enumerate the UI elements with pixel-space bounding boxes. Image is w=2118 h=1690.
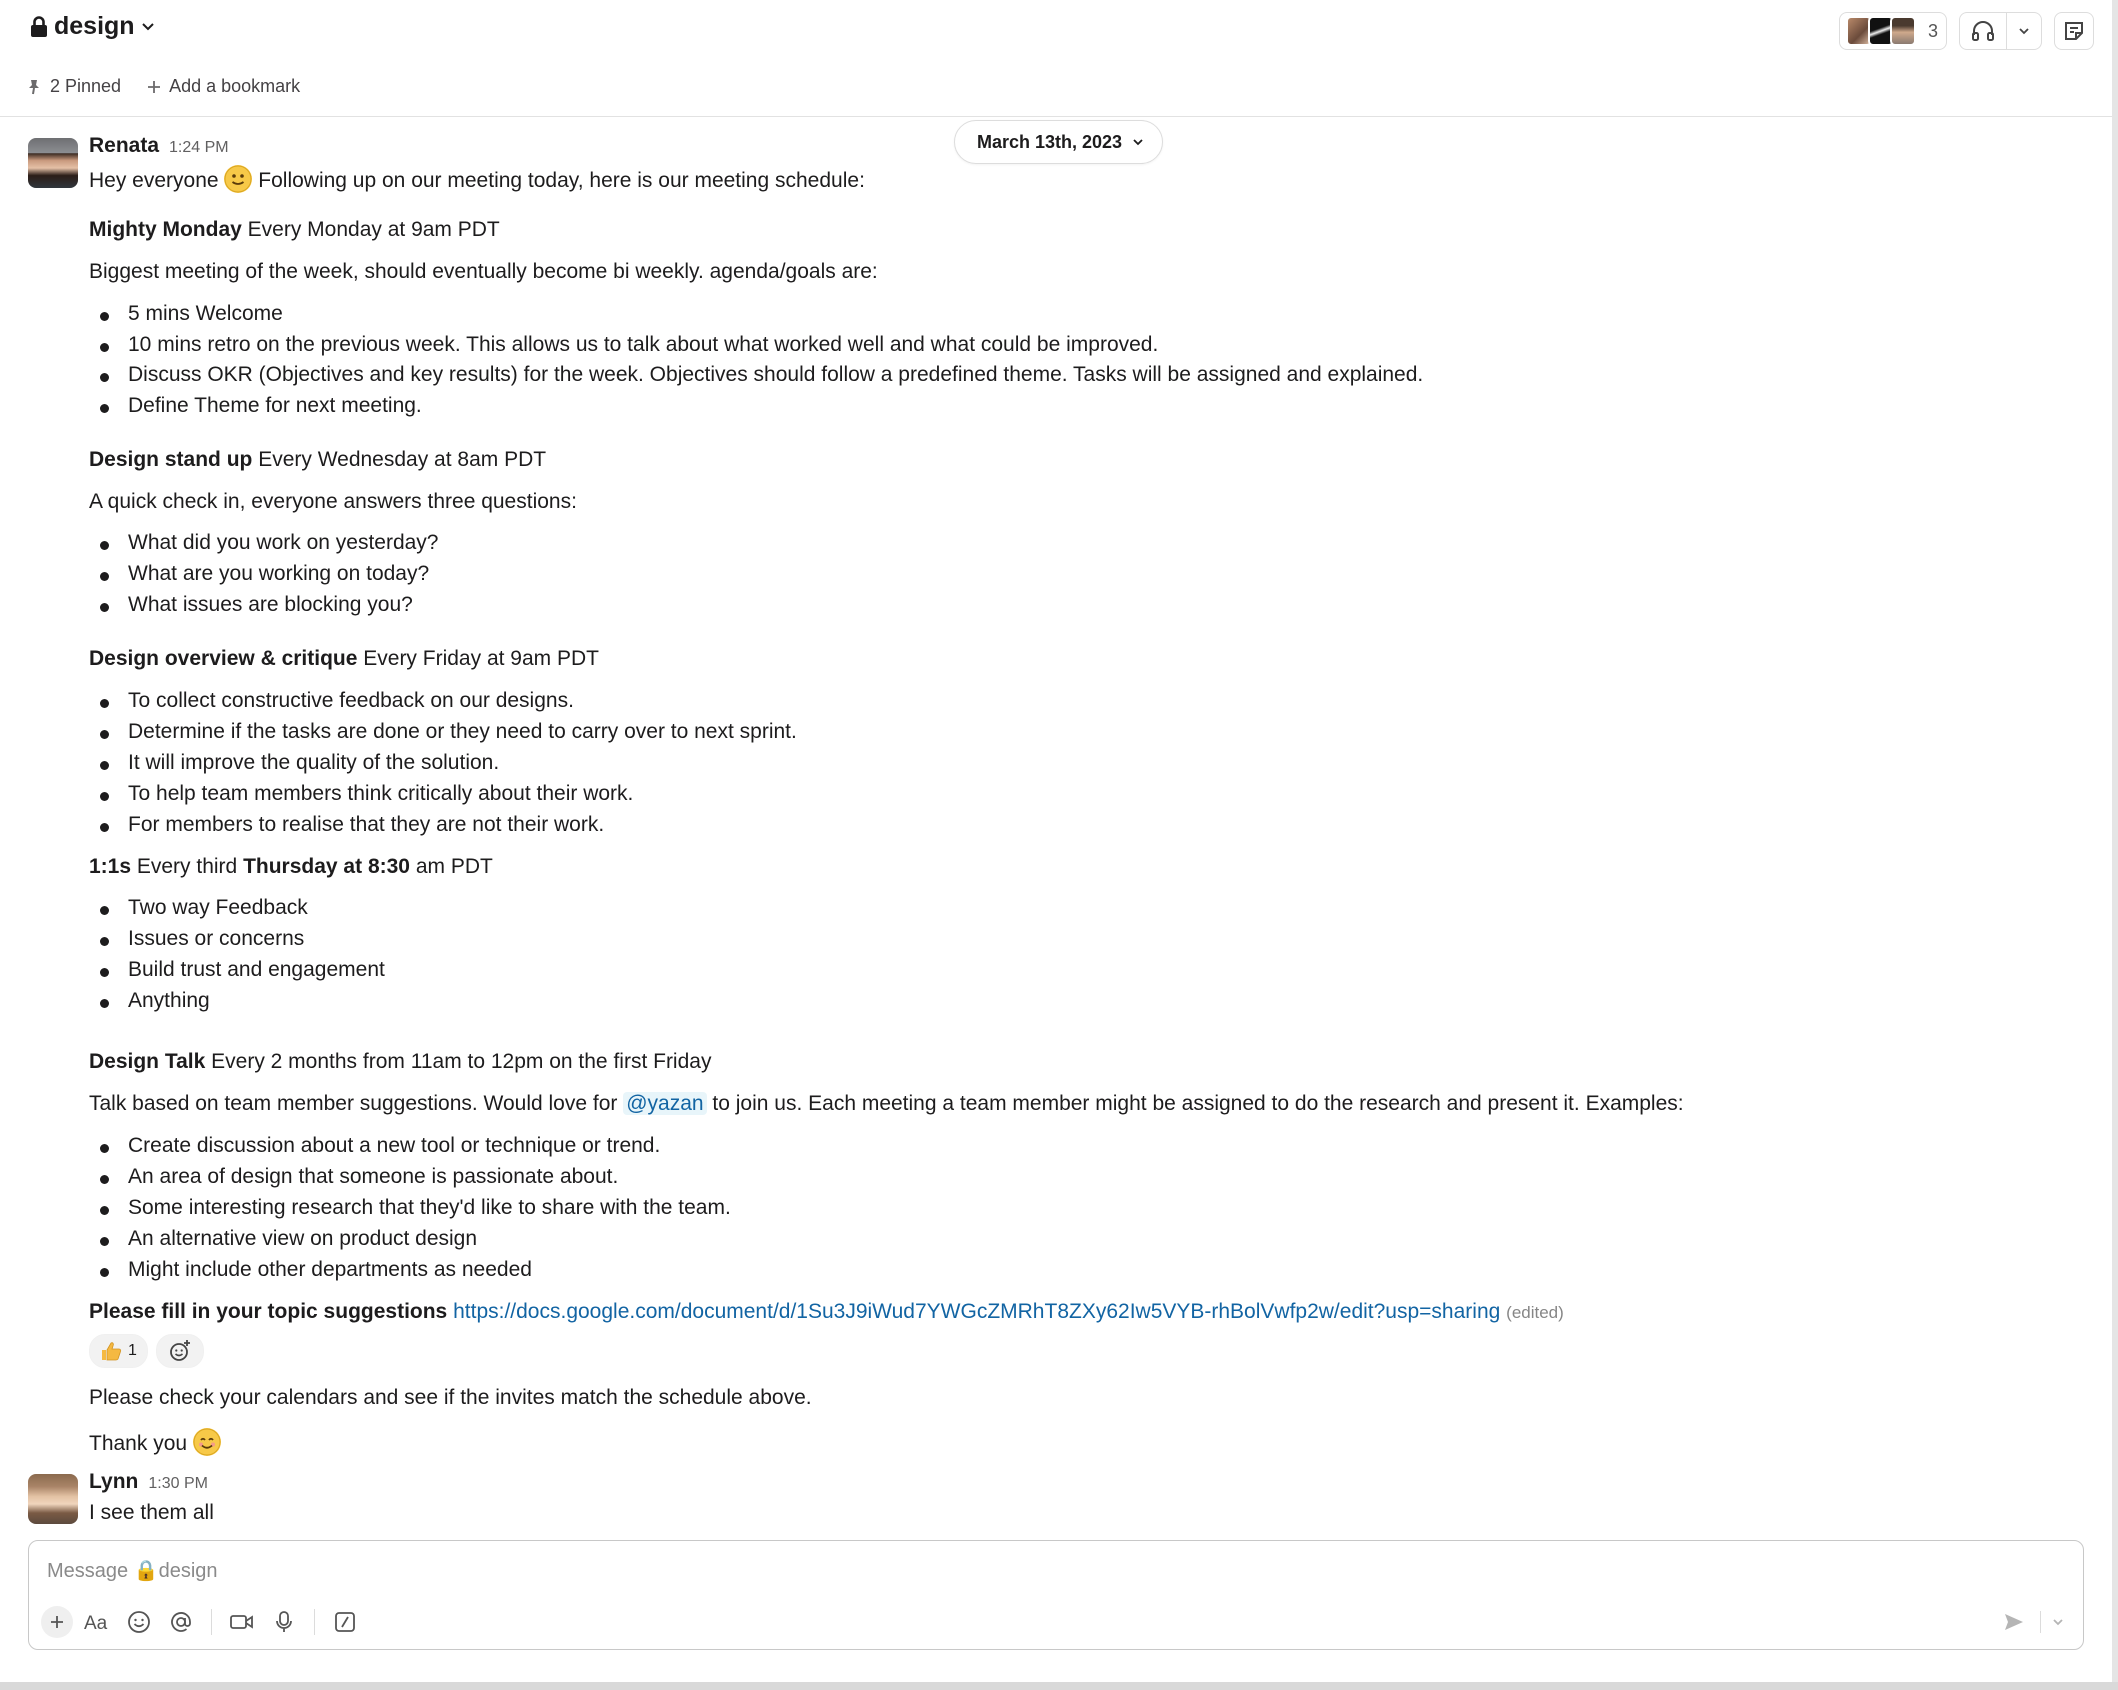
members-button[interactable]	[1839, 12, 1947, 50]
mention-button[interactable]	[163, 1604, 199, 1640]
add-emoji-icon	[168, 1339, 192, 1363]
section-heading: 1:1s Every third Thursday at 8:30 am PDT	[89, 855, 493, 878]
thanks-text: Thank you	[89, 1432, 188, 1455]
composer-toolbar	[41, 1604, 363, 1640]
list-item: What are you working on today?	[128, 562, 430, 585]
slightly-smiling-face-emoji	[224, 165, 252, 193]
slash-command-icon	[334, 1611, 356, 1633]
message-text	[89, 165, 865, 193]
avatar[interactable]	[28, 138, 78, 188]
header-divider	[0, 116, 2112, 117]
list-item: Discuss OKR (Objectives and key results) for the week. Objectives should follow a predefined theme. Tasks will be assigned and explained.	[128, 363, 1424, 386]
send-button[interactable]	[1997, 1605, 2031, 1639]
bullet	[100, 1268, 109, 1277]
bullet	[100, 541, 109, 550]
video-camera-icon	[229, 1612, 255, 1632]
message-input[interactable]	[45, 1553, 1949, 1589]
section-heading: Design stand up Every Wednesday at 8am PDT	[89, 448, 547, 471]
send-options-button[interactable]	[2043, 1605, 2073, 1639]
bullet	[100, 1175, 109, 1184]
suggestions-label: Please fill in your topic suggestions	[89, 1300, 448, 1323]
lock-icon	[30, 16, 48, 38]
bullet	[100, 999, 109, 1008]
section-description: Talk based on team member suggestions. Would love for @yazan to join us. Each meeting a team member might be assigned to do the research and present it. Examples:	[89, 1092, 1684, 1115]
avatar[interactable]	[28, 1474, 78, 1524]
bullet	[100, 968, 109, 977]
channel-name: design	[54, 12, 135, 40]
bullet	[100, 937, 109, 946]
bullet	[100, 373, 109, 382]
video-clip-button[interactable]	[224, 1604, 260, 1640]
bullet	[100, 730, 109, 739]
plus-icon	[49, 1614, 65, 1630]
window-bottom-edge	[0, 1682, 2118, 1690]
list-item: Create discussion about a new tool or technique or trend.	[128, 1134, 661, 1157]
text-format-icon	[83, 1612, 111, 1632]
message-text: I see them all	[89, 1501, 214, 1524]
canvas-button[interactable]	[2054, 12, 2094, 50]
smiling-face-emoji	[193, 1428, 221, 1456]
date-divider-button[interactable]	[954, 120, 1163, 164]
channel-header	[0, 0, 2112, 60]
list-item: Might include other departments as needed	[128, 1258, 532, 1281]
bullet	[100, 1206, 109, 1215]
author-name[interactable]: Renata	[89, 134, 160, 157]
pinned-button[interactable]	[26, 76, 121, 97]
toolbar-divider	[211, 1609, 212, 1635]
member-avatar	[1890, 16, 1916, 46]
bullet	[100, 312, 109, 321]
list-item: It will improve the quality of the solution.	[128, 751, 500, 774]
bullet	[100, 404, 109, 413]
list-item: Some interesting research that they'd like to share with the team.	[128, 1196, 731, 1219]
bullet	[100, 1144, 109, 1153]
emoji-button[interactable]	[121, 1604, 157, 1640]
message-composer	[28, 1540, 2084, 1650]
bullet	[100, 343, 109, 352]
window-edge	[2112, 0, 2118, 1690]
toolbar-divider	[314, 1609, 315, 1635]
bullet	[100, 761, 109, 770]
author-name[interactable]: Lynn	[89, 1470, 139, 1493]
bullet	[100, 906, 109, 915]
bullet	[100, 699, 109, 708]
chevron-down-icon	[141, 22, 155, 32]
attach-button[interactable]	[41, 1606, 73, 1638]
list-item: For members to realise that they are not their work.	[128, 813, 605, 836]
list-item: 10 mins retro on the previous week. This allows us to talk about what worked well and what could be improved.	[128, 333, 1159, 356]
document-link[interactable]: https://docs.google.com/document/d/1Su3J9iWud7YWGcZMRhT8ZXy62Iw5VYB-rhBolVwfp2w/edit?usp=sharing	[453, 1300, 1501, 1323]
list-item: To help team members think critically about their work.	[128, 782, 634, 805]
list-item: What issues are blocking you?	[128, 593, 413, 616]
section-heading: Mighty Monday Every Monday at 9am PDT	[89, 218, 500, 241]
intro-text: Hey everyone	[89, 169, 219, 192]
huddle-button[interactable]	[1960, 13, 2006, 49]
pin-icon	[26, 78, 42, 96]
section-description: A quick check in, everyone answers three questions:	[89, 490, 577, 513]
list-item: What did you work on yesterday?	[128, 531, 439, 554]
huddle-controls	[1959, 12, 2042, 50]
member-avatars	[1846, 16, 1916, 46]
plus-icon	[147, 80, 161, 94]
add-bookmark-label: Add a bookmark	[169, 76, 301, 96]
list-item: An alternative view on product design	[128, 1227, 478, 1250]
member-count: 3	[1927, 20, 1938, 41]
bullet	[100, 1237, 109, 1246]
thumbs-up-icon	[100, 1341, 122, 1361]
chevron-down-icon	[2018, 27, 2030, 35]
audio-clip-button[interactable]	[266, 1604, 302, 1640]
list-item: An area of design that someone is passionate about.	[128, 1165, 619, 1188]
timestamp[interactable]: 1:24 PM	[169, 139, 229, 156]
add-reaction-button[interactable]	[156, 1334, 204, 1368]
message-text	[89, 1428, 221, 1456]
shortcuts-button[interactable]	[327, 1604, 363, 1640]
message-header	[89, 134, 229, 158]
date-label: March 13th, 2023	[977, 131, 1123, 152]
huddle-options-button[interactable]	[2006, 13, 2041, 49]
list-item: Determine if the tasks are done or they need to carry over to next sprint.	[128, 720, 797, 743]
canvas-icon	[2063, 20, 2085, 42]
edited-label: (edited)	[1506, 1303, 1564, 1322]
send-icon	[2003, 1612, 2025, 1632]
add-bookmark-button[interactable]	[147, 76, 300, 97]
send-divider	[2040, 1611, 2041, 1633]
chevron-down-icon	[2052, 1618, 2064, 1626]
at-sign-icon	[169, 1610, 193, 1634]
emoji-icon	[127, 1610, 151, 1634]
microphone-icon	[274, 1610, 294, 1634]
message-text: Please check your calendars and see if the invites match the schedule above.	[89, 1386, 812, 1409]
formatting-button[interactable]	[79, 1604, 115, 1640]
bookmarks-bar	[26, 76, 300, 97]
section-heading: Design overview & critique Every Friday at 9am PDT	[89, 647, 599, 670]
bullet	[100, 572, 109, 581]
list-item: Two way Feedback	[128, 896, 308, 919]
list-item: Issues or concerns	[128, 927, 305, 950]
intro-text-continued: Following up on our meeting today, here is our meeting schedule:	[258, 169, 865, 192]
user-mention[interactable]: @yazan	[623, 1092, 706, 1115]
suggestions-line	[89, 1300, 1564, 1324]
list-item: Anything	[128, 989, 210, 1012]
section-heading: Design Talk Every 2 months from 11am to 12pm on the first Friday	[89, 1050, 712, 1073]
thumbs-up-reaction[interactable]	[89, 1334, 148, 1368]
reaction-count: 1	[128, 1342, 137, 1359]
list-item: To collect constructive feedback on our designs.	[128, 689, 574, 712]
section-description: Biggest meeting of the week, should eventually become bi weekly. agenda/goals are:	[89, 260, 878, 283]
bullet	[100, 792, 109, 801]
message-header	[89, 1470, 208, 1494]
headphones-icon	[1971, 20, 1995, 42]
list-item: Define Theme for next meeting.	[128, 394, 422, 417]
bullet	[100, 603, 109, 612]
channel-title-button[interactable]	[30, 12, 155, 41]
list-item: Build trust and engagement	[128, 958, 385, 981]
timestamp[interactable]: 1:30 PM	[148, 1475, 208, 1492]
chevron-down-icon	[1132, 138, 1144, 146]
svg-text:Aa: Aa	[84, 1613, 108, 1632]
list-item: 5 mins Welcome	[128, 302, 283, 325]
pinned-label: 2 Pinned	[50, 76, 122, 96]
bullet	[100, 823, 109, 832]
reactions	[89, 1334, 204, 1368]
